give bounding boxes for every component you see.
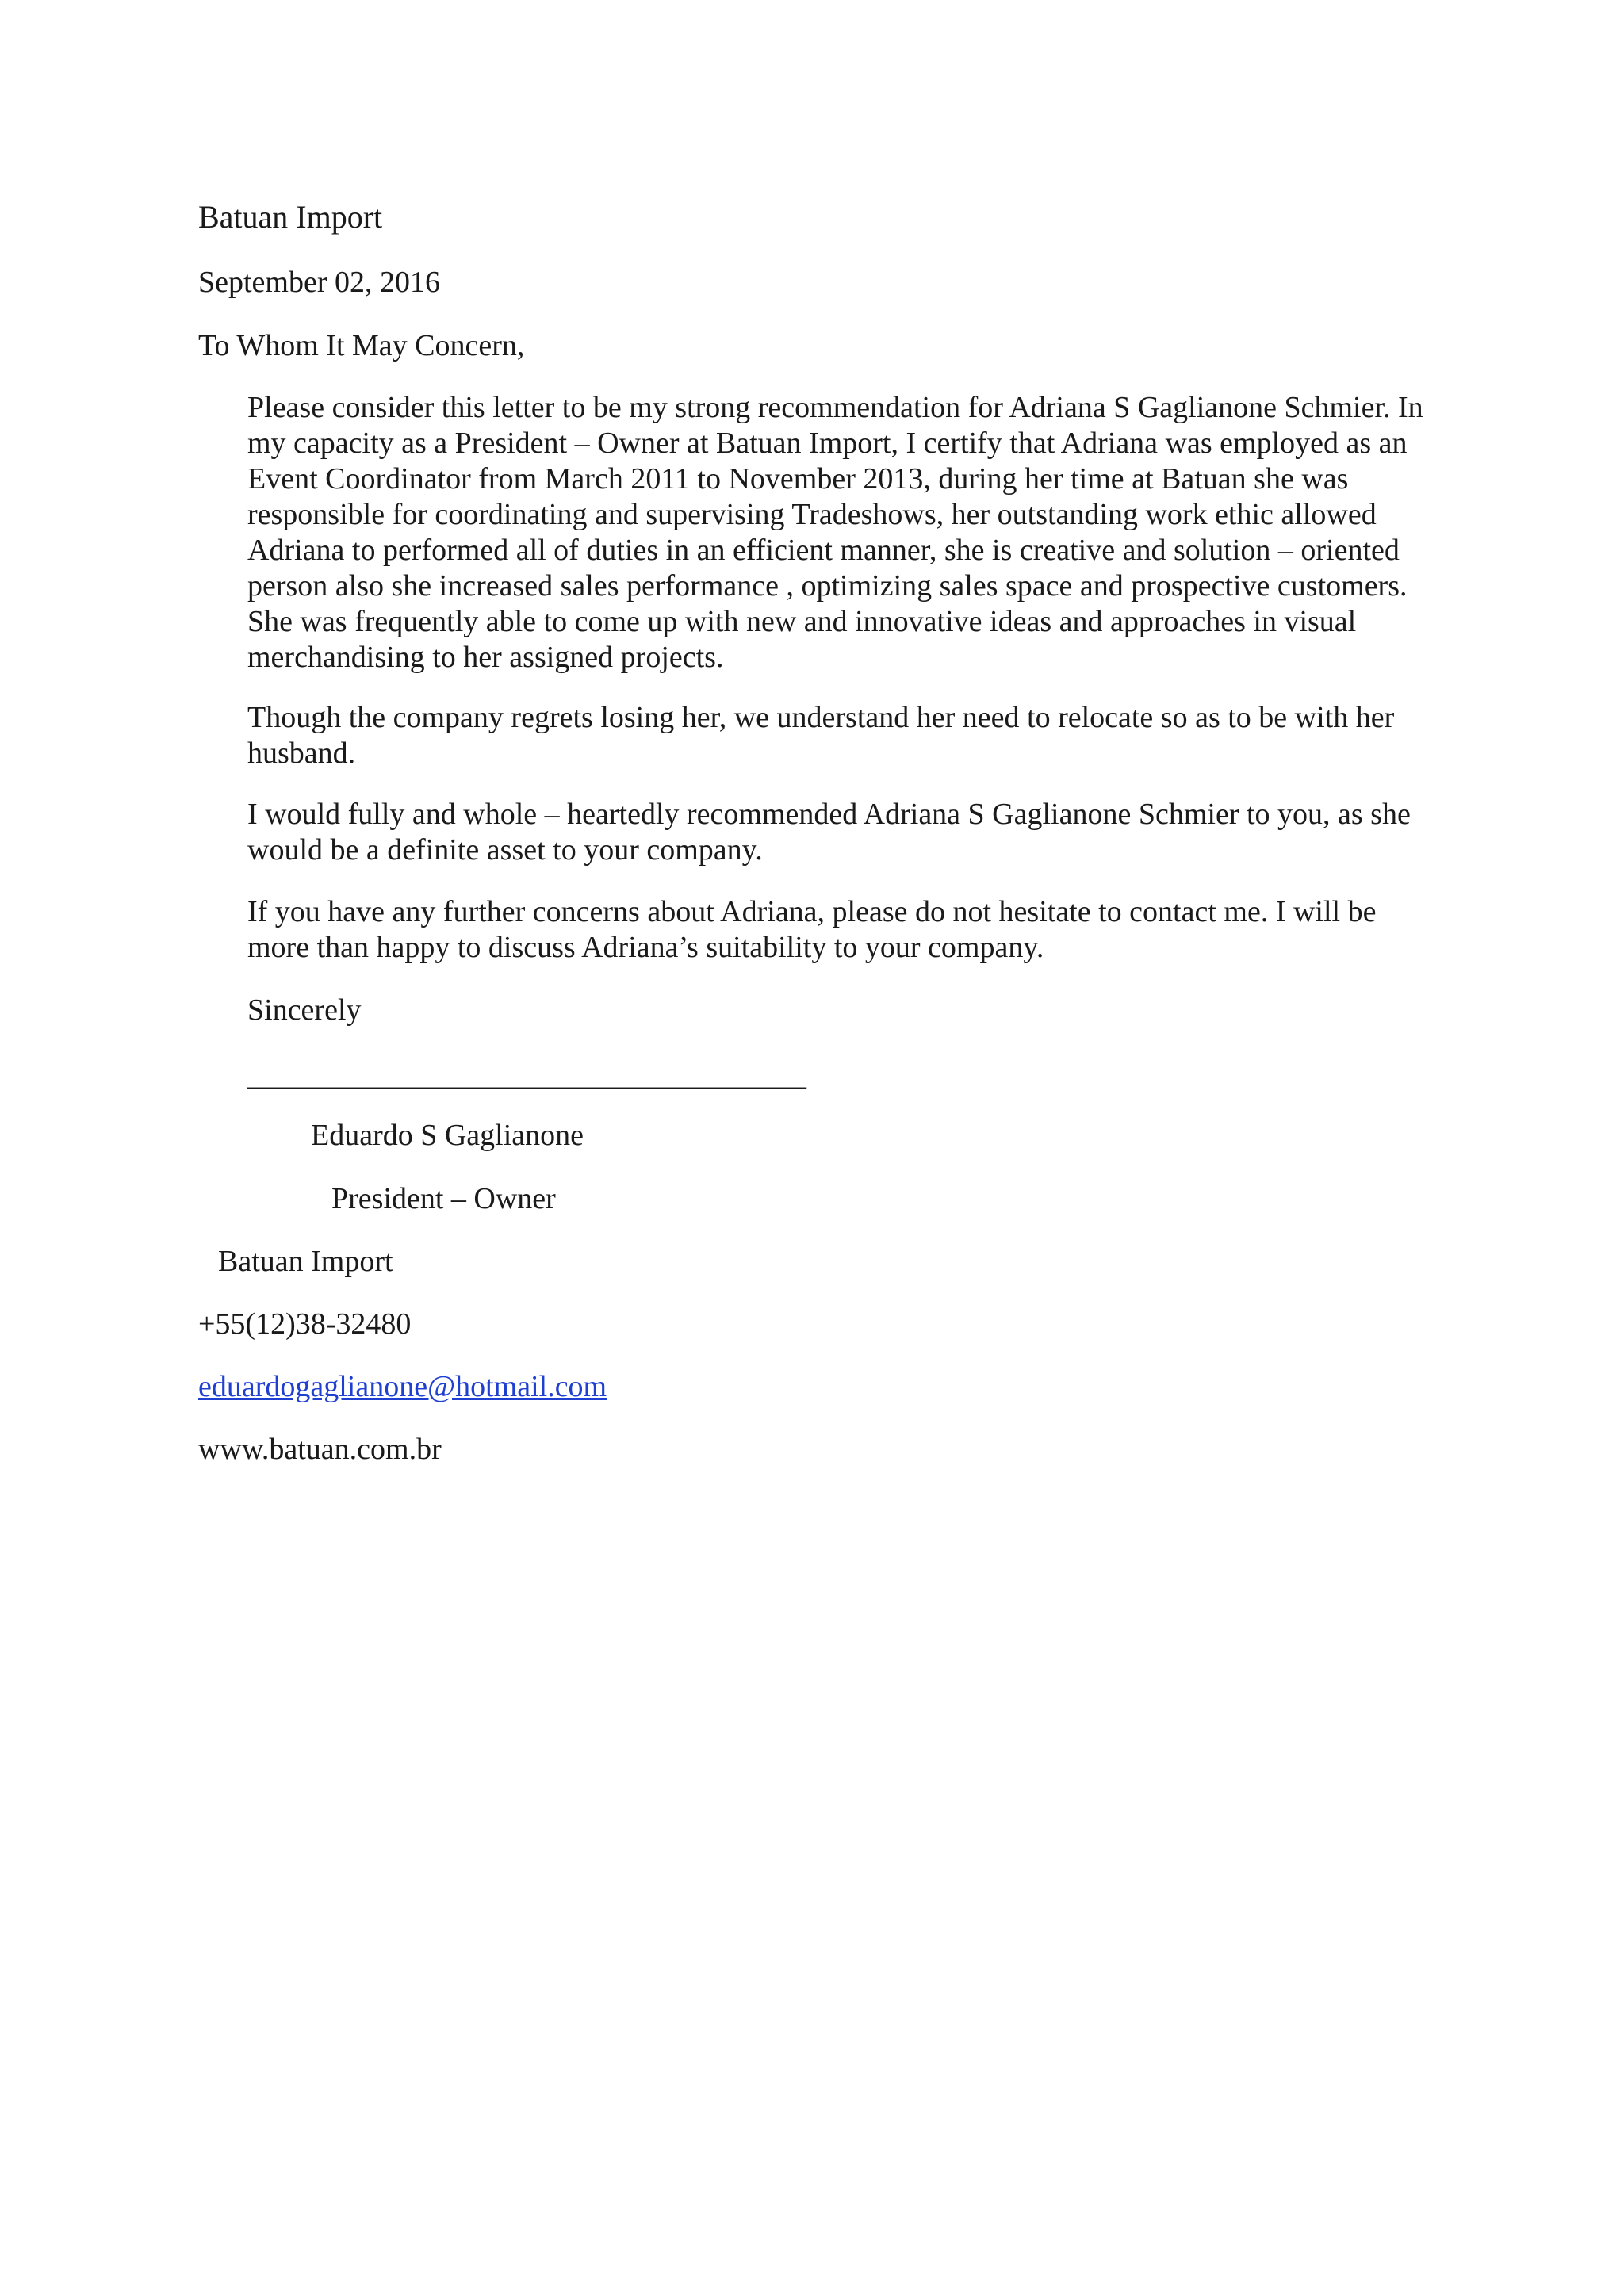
salutation: To Whom It May Concern, bbox=[198, 329, 525, 362]
email-link[interactable]: eduardogaglianone@hotmail.com bbox=[198, 1370, 607, 1403]
company-header: Batuan Import bbox=[198, 199, 383, 235]
body-paragraph-endorsement: I would fully and whole – heartedly recommended Adriana S Gaglianone Schmier to you, as she would be a definite asset to your company. bbox=[247, 798, 1411, 867]
company-footer: Batuan Import bbox=[218, 1245, 393, 1278]
letter-date: September 02, 2016 bbox=[198, 266, 441, 299]
signature-line: _______________________________________________ bbox=[247, 1065, 806, 1091]
signer-title: President – Owner bbox=[331, 1182, 556, 1215]
phone-number: +55(12)38-32480 bbox=[198, 1307, 412, 1341]
body-paragraph-contact: If you have any further concerns about Adriana, please do not hesitate to contact me. I will be more than happy to discuss Adriana’s suitability to your company. bbox=[247, 895, 1377, 964]
website: www.batuan.com.br bbox=[198, 1433, 442, 1466]
body-paragraph-recommendation: Please consider this letter to be my strong recommendation for Adriana S Gaglianone Schmier. In my capacity as a President – Owner at Batuan Import, I certify that Adriana was employed as an Event Coordinator from March 2011 to November 2013, during her time at Batuan she was responsible for coordinating and supervising Tradeshows, her outstanding work ethic allowed Adriana to performed all of duties in an efficient manner, she is creative and solution – oriented person also she increased sales performance , optimizing sales space and prospective customers. She was frequently able to come up with new and innovative ideas and approaches in visual merchandising to her assigned projects. bbox=[247, 391, 1423, 674]
closing: Sincerely bbox=[247, 993, 362, 1027]
body-paragraph-relocation: Though the company regrets losing her, we understand her need to relocate so as to be with her husband. bbox=[247, 701, 1395, 770]
signer-name: Eduardo S Gaglianone bbox=[311, 1119, 584, 1152]
